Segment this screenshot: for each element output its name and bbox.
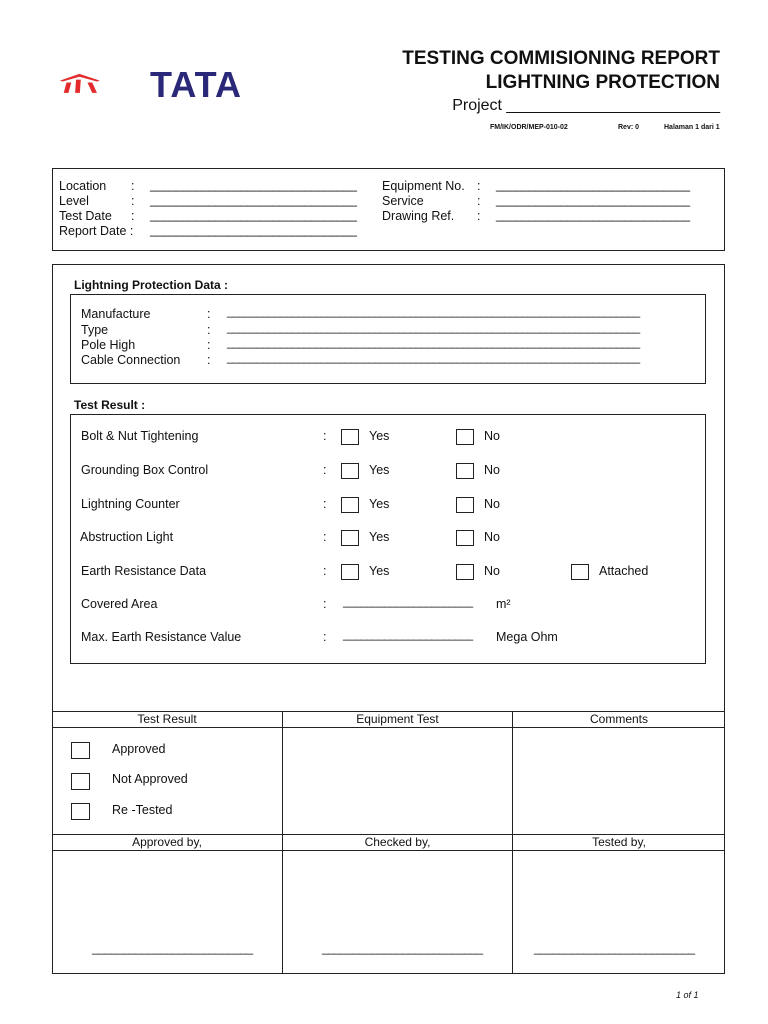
- tata-logo-icon: [58, 56, 153, 108]
- covered-area-label: Covered Area: [81, 597, 158, 611]
- report-title: TESTING COMMISIONING REPORT: [402, 48, 720, 69]
- type-label: Type: [81, 323, 109, 337]
- sign-table-divider-1: [282, 834, 283, 974]
- re-tested-checkbox[interactable]: [71, 803, 90, 820]
- lightning-counter-no-checkbox[interactable]: [456, 497, 474, 513]
- max-earth-resistance-unit: Mega Ohm: [496, 630, 558, 644]
- max-earth-resistance-colon: :: [323, 630, 327, 644]
- earth-resistance-yes-checkbox[interactable]: [341, 564, 359, 580]
- drawing-ref-colon: :: [477, 209, 481, 223]
- re-tested-label: Re -Tested: [112, 803, 173, 817]
- location-label: Location: [59, 179, 107, 193]
- equipment-no-label: Equipment No.: [382, 179, 465, 193]
- level-field[interactable]: ________________________________: [150, 193, 357, 207]
- cable-connection-field[interactable]: ______________________________________________________________________: [227, 352, 640, 364]
- abstruction-light-colon: :: [323, 530, 327, 544]
- approved-by-signature-line[interactable]: __________________________: [92, 941, 253, 955]
- earth-resistance-no-checkbox[interactable]: [456, 564, 474, 580]
- no-label: No: [484, 497, 500, 511]
- lp-data-box: [70, 294, 706, 384]
- result-table-divider-1: [282, 711, 283, 834]
- equipment-no-colon: :: [477, 179, 481, 193]
- not-approved-label: Not Approved: [112, 772, 188, 786]
- level-colon: :: [131, 194, 135, 208]
- result-table-header-border: [52, 727, 725, 728]
- test-date-field[interactable]: ________________________________: [150, 208, 357, 222]
- no-label: No: [484, 429, 500, 443]
- doc-rev: Rev: 0: [618, 124, 640, 131]
- test-result-box: [70, 414, 706, 664]
- no-label: No: [484, 463, 500, 477]
- approved-by-header: Approved by,: [132, 835, 202, 849]
- bolt-nut-yes-checkbox[interactable]: [341, 429, 359, 445]
- result-col-equipment-test: Equipment Test: [356, 712, 439, 726]
- covered-area-field[interactable]: ______________________: [343, 596, 473, 608]
- equipment-no-field[interactable]: ______________________________: [496, 178, 690, 192]
- project-field: Project ________________________: [452, 97, 720, 114]
- service-colon: :: [477, 194, 481, 208]
- abstruction-light-no-checkbox[interactable]: [456, 530, 474, 546]
- service-field[interactable]: ______________________________: [496, 193, 690, 207]
- tested-by-header: Tested by,: [592, 835, 646, 849]
- lp-data-heading: Lightning Protection Data :: [74, 278, 228, 292]
- yes-label: Yes: [369, 429, 390, 443]
- grounding-box-yes-checkbox[interactable]: [341, 463, 359, 479]
- report-date-label: Report Date :: [59, 224, 134, 238]
- report-subtitle: LIGHTNING PROTECTION: [485, 72, 720, 93]
- abstruction-light-yes-checkbox[interactable]: [341, 530, 359, 546]
- drawing-ref-field[interactable]: ______________________________: [496, 208, 690, 222]
- logo-text: TATA: [150, 64, 242, 105]
- result-col-test-result: Test Result: [137, 712, 197, 726]
- type-field[interactable]: ______________________________________________________________________: [227, 322, 640, 334]
- manufacture-label: Manufacture: [81, 307, 151, 321]
- doc-page: Halaman 1 dari 1: [664, 124, 720, 131]
- yes-label: Yes: [369, 564, 390, 578]
- grounding-box-no-checkbox[interactable]: [456, 463, 474, 479]
- earth-resistance-data-colon: :: [323, 564, 327, 578]
- no-label: No: [484, 530, 500, 544]
- report-date-field[interactable]: ________________________________: [150, 223, 357, 237]
- result-col-comments: Comments: [589, 712, 648, 726]
- page-number: 1 of 1: [676, 990, 699, 1000]
- sign-table-divider-2: [512, 834, 513, 974]
- earth-resistance-data-label: Earth Resistance Data: [81, 564, 207, 578]
- covered-area-unit: m²: [496, 597, 511, 611]
- bolt-nut-colon: :: [323, 429, 327, 443]
- lightning-counter-colon: :: [323, 497, 327, 511]
- test-result-heading: Test Result :: [74, 398, 146, 412]
- yes-label: Yes: [369, 497, 390, 511]
- max-earth-resistance-label: Max. Earth Resistance Value: [81, 630, 242, 644]
- checked-by-signature-line[interactable]: __________________________: [322, 941, 483, 955]
- covered-area-colon: :: [323, 597, 327, 611]
- cable-connection-label: Cable Connection: [81, 353, 181, 367]
- not-approved-checkbox[interactable]: [71, 773, 90, 790]
- manufacture-field[interactable]: ______________________________________________________________________: [227, 306, 640, 318]
- bolt-nut-label: Bolt & Nut Tightening: [81, 429, 199, 443]
- attached-label: Attached: [599, 564, 649, 578]
- test-date-label: Test Date: [59, 209, 112, 223]
- lightning-counter-label: Lightning Counter: [81, 497, 180, 511]
- pole-high-colon: :: [207, 338, 211, 352]
- abstruction-light-label: Abstruction Light: [80, 530, 174, 544]
- cable-connection-colon: :: [207, 353, 211, 367]
- checked-by-header: Checked by,: [364, 835, 431, 849]
- sign-table-header-border: [52, 850, 725, 851]
- earth-resistance-attached-checkbox[interactable]: [571, 564, 589, 580]
- pole-high-label: Pole High: [81, 338, 136, 352]
- type-colon: :: [207, 323, 211, 337]
- grounding-box-label: Grounding Box Control: [81, 463, 209, 477]
- test-date-colon: :: [131, 209, 135, 223]
- yes-label: Yes: [369, 463, 390, 477]
- location-colon: :: [131, 179, 135, 193]
- grounding-box-colon: :: [323, 463, 327, 477]
- approved-checkbox[interactable]: [71, 742, 90, 759]
- info-box: [52, 168, 725, 251]
- approved-label: Approved: [112, 742, 166, 756]
- no-label: No: [484, 564, 500, 578]
- result-table-divider-2: [512, 711, 513, 834]
- drawing-ref-label: Drawing Ref.: [382, 209, 455, 223]
- location-field[interactable]: ________________________________: [150, 178, 357, 192]
- level-label: Level: [59, 194, 89, 208]
- lightning-counter-yes-checkbox[interactable]: [341, 497, 359, 513]
- tested-by-signature-line[interactable]: __________________________: [534, 941, 695, 955]
- max-earth-resistance-field[interactable]: ______________________: [343, 629, 473, 641]
- pole-high-field[interactable]: ______________________________________________________________________: [227, 337, 640, 349]
- manufacture-colon: :: [207, 307, 211, 321]
- yes-label: Yes: [369, 530, 390, 544]
- bolt-nut-no-checkbox[interactable]: [456, 429, 474, 445]
- doc-code: FM/IK/ODR/MEP-010-02: [490, 124, 568, 131]
- service-label: Service: [382, 194, 424, 208]
